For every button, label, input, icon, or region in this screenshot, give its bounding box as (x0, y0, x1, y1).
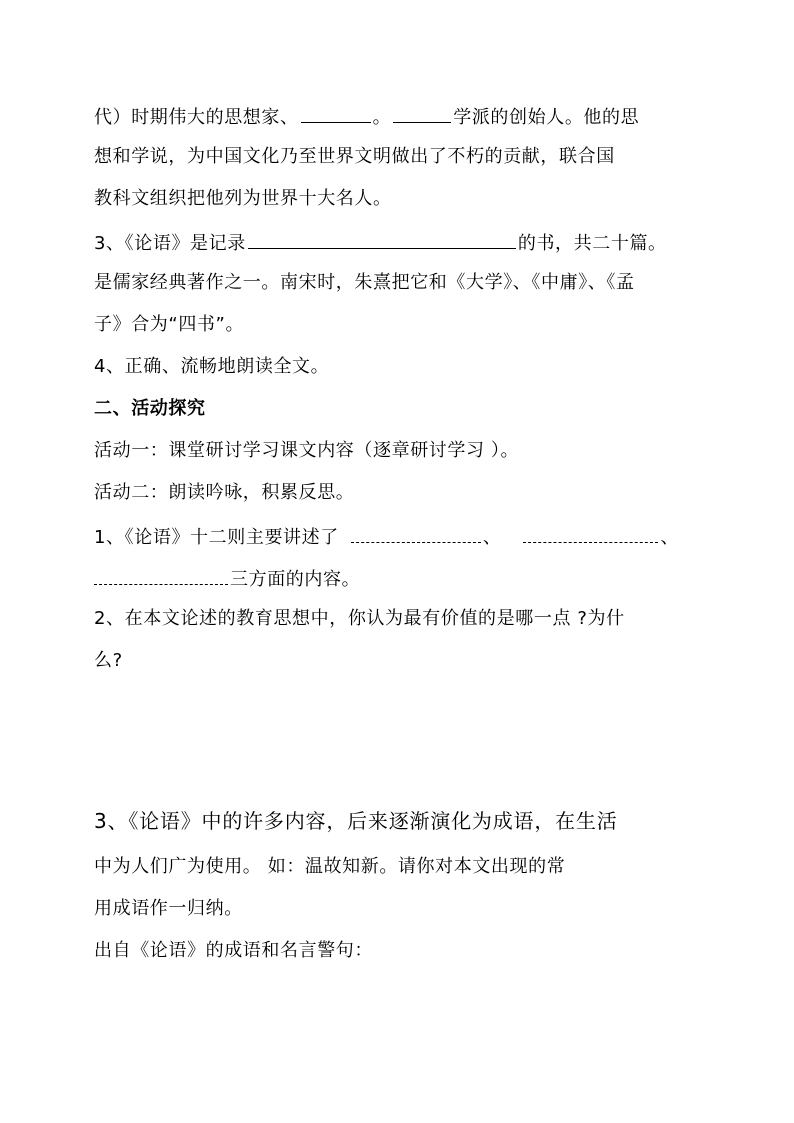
text-line (94, 896, 243, 922)
text: 学派的创始人。他的思 (453, 107, 640, 128)
text-line (94, 186, 392, 212)
fill-blank[interactable] (351, 522, 481, 543)
fill-blank[interactable] (248, 228, 516, 249)
text: 2、在本文论述的教育思想中，你认为最有价值的是哪一点 ?为什 (94, 608, 625, 629)
text-line (94, 938, 373, 964)
text-line (94, 144, 615, 170)
text: 代）时期伟大的思想家、 (94, 107, 299, 128)
text-line (94, 522, 679, 551)
text-line (94, 354, 329, 380)
text-line (94, 438, 519, 464)
text: 4、正确、流畅地朗读全文。 (94, 356, 330, 377)
text-line (94, 648, 123, 674)
text-line (94, 228, 667, 257)
fill-blank[interactable] (393, 102, 451, 123)
text: 三方面的内容。 (230, 569, 361, 590)
text: 教科文组织把他列为世界十大名人。 (94, 188, 392, 209)
text: 3、《论语》中的许多内容，后来逐渐演化为成语，在生活 (94, 809, 618, 833)
fill-blank[interactable] (94, 564, 228, 585)
text: 。 (372, 107, 392, 128)
text: 二、活动探究 (94, 398, 206, 419)
text-line (94, 480, 354, 506)
text: 活动一：课堂研讨学习课文内容（逐章研讨学习 ）。 (94, 440, 520, 461)
text-line (94, 606, 625, 632)
text: 子》合为“四书”。 (94, 314, 245, 335)
fill-blank[interactable] (523, 522, 658, 543)
text: 想和学说，为中国文化乃至世界文明做出了不朽的贡献，联合国 (94, 146, 615, 167)
text-line (94, 270, 635, 296)
text: 、 (660, 527, 680, 548)
text-line (94, 312, 244, 338)
text: 中为人们广为使用。 如：温故知新。请你对本文出现的常 (94, 856, 566, 877)
text-line (94, 564, 360, 593)
text: 么? (94, 650, 123, 671)
text-line (94, 808, 618, 834)
text-line (94, 854, 565, 880)
text: 3、《论语》是记录 (94, 233, 246, 254)
text: 、 (482, 527, 502, 548)
fill-blank[interactable] (301, 102, 371, 123)
text: 出自《论语》的成语和名言警句： (94, 940, 373, 961)
text: 的书，共二十篇。 (517, 233, 667, 254)
section-heading (94, 396, 206, 422)
text-line (94, 102, 639, 131)
text: 1、《论语》十二则主要讲述了 (94, 527, 339, 548)
text: 活动二：朗读吟咏，积累反思。 (94, 482, 355, 503)
text: 是儒家经典著作之一。南宋时，朱熹把它和《大学》、《中庸》、《孟 (94, 272, 635, 293)
text: 用成语作一归纳。 (94, 898, 243, 919)
